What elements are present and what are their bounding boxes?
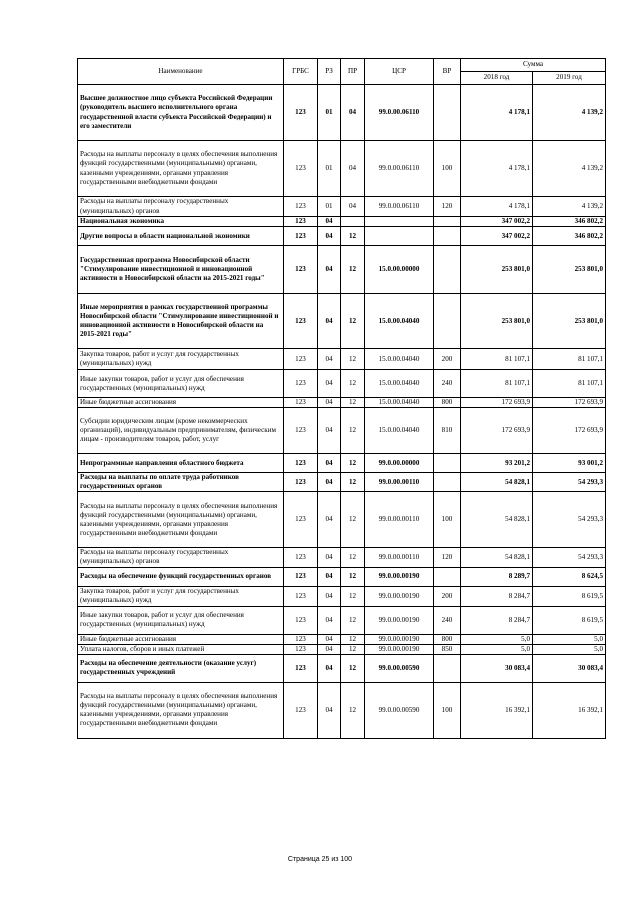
table-row: [78, 197, 606, 217]
cell-csr: 15.0.00.00000: [365, 246, 434, 294]
cell-2019: 16 392,1: [533, 682, 606, 738]
cell-2018: 8 289,7: [461, 567, 533, 586]
cell-pr: 04: [341, 85, 365, 141]
cell-pr: 12: [341, 349, 365, 370]
cell-csr: 99.0.00.00590: [365, 682, 434, 738]
cell-csr: 99.0.00.00190: [365, 644, 434, 654]
cell-pr: 12: [341, 473, 365, 492]
header-sum: Сумма: [461, 59, 606, 72]
cell-rz: 04: [318, 227, 341, 246]
cell-name: Национальная экономика: [78, 217, 284, 227]
cell-pr: 12: [341, 408, 365, 454]
cell-2018: 5,0: [461, 644, 533, 654]
header-csr: ЦСР: [365, 59, 434, 85]
cell-vr: 240: [434, 370, 461, 398]
cell-grbs: 123: [284, 586, 318, 606]
table-row: [78, 606, 606, 634]
cell-name: Расходы на выплаты персоналу в целях обеспечения выполнения функций государственными (муниципальными) органами, казенными учреждениями, органами управления государственными внебюджетными фондами: [78, 492, 284, 548]
cell-rz: 01: [318, 197, 341, 217]
table-row: [78, 349, 606, 370]
cell-name: Расходы на обеспечение деятельности (оказание услуг) государственных учреждений: [78, 654, 284, 682]
cell-csr: [365, 217, 434, 227]
cell-csr: 15.0.00.04040: [365, 398, 434, 408]
table-row: [78, 548, 606, 567]
cell-2019: 8 619,5: [533, 606, 606, 634]
table-row: [78, 227, 606, 246]
cell-rz: 01: [318, 85, 341, 141]
cell-csr: [365, 227, 434, 246]
cell-2019: 93 001,2: [533, 454, 606, 473]
cell-grbs: 123: [284, 682, 318, 738]
cell-vr: 100: [434, 492, 461, 548]
cell-rz: 04: [318, 586, 341, 606]
cell-csr: 99.0.00.06110: [365, 85, 434, 141]
cell-rz: 04: [318, 246, 341, 294]
cell-name: Иные закупки товаров, работ и услуг для обеспечения государственных (муниципальных) нужд: [78, 606, 284, 634]
table-row: [78, 294, 606, 349]
cell-rz: 04: [318, 217, 341, 227]
cell-name: Расходы на выплаты персоналу в целях обеспечения выполнения функций государственными (муниципальными) органами, казенными учреждениями, органами управления государственными внебюджетными фондами: [78, 682, 284, 738]
cell-vr: [434, 217, 461, 227]
cell-2019: 30 083,4: [533, 654, 606, 682]
cell-csr: 99.0.00.00190: [365, 606, 434, 634]
cell-csr: 99.0.00.00000: [365, 454, 434, 473]
cell-name: Другие вопросы в области национальной экономики: [78, 227, 284, 246]
table-header: [78, 59, 606, 85]
header-vr: ВР: [434, 59, 461, 85]
cell-rz: 04: [318, 606, 341, 634]
cell-2018: 16 392,1: [461, 682, 533, 738]
cell-name: Закупка товаров, работ и услуг для государственных (муниципальных) нужд: [78, 586, 284, 606]
cell-csr: 99.0.00.00190: [365, 634, 434, 644]
cell-rz: 04: [318, 634, 341, 644]
cell-2018: 81 107,1: [461, 349, 533, 370]
header-2019: 2019 год: [533, 72, 606, 85]
cell-2018: 30 083,4: [461, 654, 533, 682]
cell-name: Иные мероприятия в рамках государственной программы Новосибирской области "Стимулирование инвестиционной и инновационной активности в Новосибирской области на 2015-2021 годы": [78, 294, 284, 349]
cell-grbs: 123: [284, 217, 318, 227]
cell-2019: 4 139,2: [533, 85, 606, 141]
cell-name: Непрограммные направления областного бюджета: [78, 454, 284, 473]
cell-2019: 346 802,2: [533, 217, 606, 227]
cell-vr: 240: [434, 606, 461, 634]
cell-rz: 04: [318, 398, 341, 408]
cell-name: Государственная программа Новосибирской области "Стимулирование инвестиционной и инновационной активности в Новосибирской области на 2015-2021 годы": [78, 246, 284, 294]
cell-2018: 8 284,7: [461, 606, 533, 634]
cell-name: Высшее должностное лицо субъекта Российской Федерации (руководитель высшего исполнительного органа государственной власти субъекта Российской Федерации) и его заместители: [78, 85, 284, 141]
cell-rz: 04: [318, 654, 341, 682]
cell-rz: 04: [318, 567, 341, 586]
cell-rz: 04: [318, 473, 341, 492]
cell-grbs: 123: [284, 634, 318, 644]
cell-2019: 54 293,3: [533, 473, 606, 492]
cell-2018: 172 693,9: [461, 408, 533, 454]
cell-pr: 12: [341, 454, 365, 473]
cell-grbs: 123: [284, 567, 318, 586]
cell-grbs: 123: [284, 644, 318, 654]
cell-2019: 54 293,3: [533, 548, 606, 567]
cell-name: Иные закупки товаров, работ и услуг для обеспечения государственных (муниципальных) нужд: [78, 370, 284, 398]
cell-grbs: 123: [284, 654, 318, 682]
cell-grbs: 123: [284, 606, 318, 634]
cell-2019: 253 801,0: [533, 294, 606, 349]
cell-name: Расходы на выплаты по оплате труда работников государственных органов: [78, 473, 284, 492]
cell-csr: 15.0.00.04040: [365, 294, 434, 349]
cell-csr: 99.0.00.00110: [365, 473, 434, 492]
cell-2019: 54 293,3: [533, 492, 606, 548]
table-row: [78, 473, 606, 492]
cell-vr: 800: [434, 634, 461, 644]
table-row: [78, 141, 606, 197]
cell-name: Закупка товаров, работ и услуг для государственных (муниципальных) нужд: [78, 349, 284, 370]
cell-2018: 172 693,9: [461, 398, 533, 408]
cell-rz: 04: [318, 294, 341, 349]
cell-grbs: 123: [284, 398, 318, 408]
cell-rz: 04: [318, 370, 341, 398]
cell-2018: 347 002,2: [461, 227, 533, 246]
budget-table: [77, 58, 606, 739]
cell-grbs: 123: [284, 349, 318, 370]
cell-2018: 347 002,2: [461, 217, 533, 227]
cell-2019: 346 802,2: [533, 227, 606, 246]
cell-grbs: 123: [284, 370, 318, 398]
cell-pr: [341, 217, 365, 227]
cell-vr: [434, 454, 461, 473]
cell-pr: 12: [341, 227, 365, 246]
cell-rz: 04: [318, 492, 341, 548]
cell-name: Расходы на выплаты персоналу государственных (муниципальных) органов: [78, 548, 284, 567]
cell-grbs: 123: [284, 473, 318, 492]
cell-pr: 12: [341, 586, 365, 606]
cell-2019: 172 693,9: [533, 408, 606, 454]
cell-rz: 04: [318, 548, 341, 567]
cell-2019: 5,0: [533, 644, 606, 654]
cell-name: Субсидии юридическим лицам (кроме некоммерческих организаций), индивидуальным предпринимателям, физическим лицам - производителям товаров, работ, услуг: [78, 408, 284, 454]
cell-csr: 99.0.00.00190: [365, 567, 434, 586]
table-row: [78, 408, 606, 454]
cell-csr: 99.0.00.00190: [365, 586, 434, 606]
table-row: [78, 586, 606, 606]
table-row: [78, 246, 606, 294]
cell-vr: [434, 246, 461, 294]
cell-2019: 8 624,5: [533, 567, 606, 586]
cell-grbs: 123: [284, 85, 318, 141]
cell-pr: 12: [341, 246, 365, 294]
cell-name: Расходы на выплаты персоналу государственных (муниципальных) органов: [78, 197, 284, 217]
cell-vr: 120: [434, 197, 461, 217]
cell-vr: 120: [434, 548, 461, 567]
cell-2019: 4 139,2: [533, 141, 606, 197]
cell-pr: 12: [341, 548, 365, 567]
header-pr: ПР: [341, 59, 365, 85]
cell-pr: 04: [341, 197, 365, 217]
cell-csr: 15.0.00.04040: [365, 349, 434, 370]
cell-csr: 99.0.00.00590: [365, 654, 434, 682]
cell-rz: 04: [318, 682, 341, 738]
cell-grbs: 123: [284, 141, 318, 197]
cell-pr: 12: [341, 294, 365, 349]
cell-2019: 5,0: [533, 634, 606, 644]
table-row: [78, 370, 606, 398]
header-grbs: ГРБС: [284, 59, 318, 85]
cell-vr: 810: [434, 408, 461, 454]
cell-grbs: 123: [284, 408, 318, 454]
table-row: [78, 682, 606, 738]
cell-vr: [434, 567, 461, 586]
cell-vr: 800: [434, 398, 461, 408]
cell-2019: 253 801,0: [533, 246, 606, 294]
table-row: [78, 454, 606, 473]
cell-vr: 100: [434, 141, 461, 197]
cell-vr: 200: [434, 586, 461, 606]
cell-pr: 12: [341, 370, 365, 398]
cell-2018: 4 178,1: [461, 197, 533, 217]
cell-rz: 04: [318, 408, 341, 454]
cell-grbs: 123: [284, 492, 318, 548]
header-name: Наименование: [78, 59, 284, 85]
cell-2018: 54 828,1: [461, 492, 533, 548]
cell-pr: 12: [341, 682, 365, 738]
cell-csr: 99.0.00.00110: [365, 548, 434, 567]
cell-name: Расходы на выплаты персоналу в целях обеспечения выполнения функций государственными (муниципальными) органами, казенными учреждениями, органами управления государственными внебюджетными фондами: [78, 141, 284, 197]
table-row: [78, 492, 606, 548]
header-rz: РЗ: [318, 59, 341, 85]
cell-pr: 12: [341, 567, 365, 586]
cell-rz: 01: [318, 141, 341, 197]
cell-csr: 15.0.00.04040: [365, 408, 434, 454]
cell-vr: 200: [434, 349, 461, 370]
cell-pr: 04: [341, 141, 365, 197]
cell-name: Расходы на обеспечение функций государственных органов: [78, 567, 284, 586]
cell-csr: 99.0.00.06110: [365, 141, 434, 197]
cell-vr: [434, 85, 461, 141]
cell-grbs: 123: [284, 227, 318, 246]
table-row: [78, 644, 606, 654]
cell-2019: 4 139,2: [533, 197, 606, 217]
cell-csr: 99.0.00.06110: [365, 197, 434, 217]
cell-2019: 81 107,1: [533, 370, 606, 398]
cell-2018: 253 801,0: [461, 246, 533, 294]
table-row: [78, 85, 606, 141]
cell-pr: 12: [341, 606, 365, 634]
cell-2018: 253 801,0: [461, 294, 533, 349]
table-body: [78, 85, 606, 739]
cell-vr: 100: [434, 682, 461, 738]
cell-grbs: 123: [284, 246, 318, 294]
cell-2018: 8 284,7: [461, 586, 533, 606]
header-2018: 2018 год: [461, 72, 533, 85]
cell-2018: 4 178,1: [461, 141, 533, 197]
cell-rz: 04: [318, 454, 341, 473]
cell-name: Иные бюджетные ассигнования: [78, 634, 284, 644]
cell-2018: 93 201,2: [461, 454, 533, 473]
cell-vr: [434, 654, 461, 682]
cell-vr: [434, 227, 461, 246]
cell-csr: 15.0.00.04040: [365, 370, 434, 398]
cell-grbs: 123: [284, 454, 318, 473]
cell-csr: 99.0.00.00110: [365, 492, 434, 548]
table-row: [78, 217, 606, 227]
cell-pr: 12: [341, 634, 365, 644]
cell-vr: [434, 294, 461, 349]
cell-2018: 4 178,1: [461, 85, 533, 141]
cell-2018: 54 828,1: [461, 473, 533, 492]
cell-2019: 81 107,1: [533, 349, 606, 370]
cell-2018: 5,0: [461, 634, 533, 644]
cell-pr: 12: [341, 492, 365, 548]
cell-pr: 12: [341, 654, 365, 682]
cell-grbs: 123: [284, 294, 318, 349]
cell-rz: 04: [318, 349, 341, 370]
cell-name: Иные бюджетные ассигнования: [78, 398, 284, 408]
cell-2018: 81 107,1: [461, 370, 533, 398]
cell-2018: 54 828,1: [461, 548, 533, 567]
cell-vr: [434, 473, 461, 492]
cell-grbs: 123: [284, 548, 318, 567]
table-row: [78, 654, 606, 682]
cell-pr: 12: [341, 398, 365, 408]
cell-vr: 850: [434, 644, 461, 654]
table-row: [78, 634, 606, 644]
cell-name: Уплата налогов, сборов и иных платежей: [78, 644, 284, 654]
cell-rz: 04: [318, 644, 341, 654]
cell-grbs: 123: [284, 197, 318, 217]
table-row: [78, 567, 606, 586]
page-footer: Страница 25 из 100: [287, 856, 353, 863]
table-row: [78, 398, 606, 408]
cell-2019: 172 693,9: [533, 398, 606, 408]
cell-2019: 8 619,5: [533, 586, 606, 606]
cell-pr: 12: [341, 644, 365, 654]
